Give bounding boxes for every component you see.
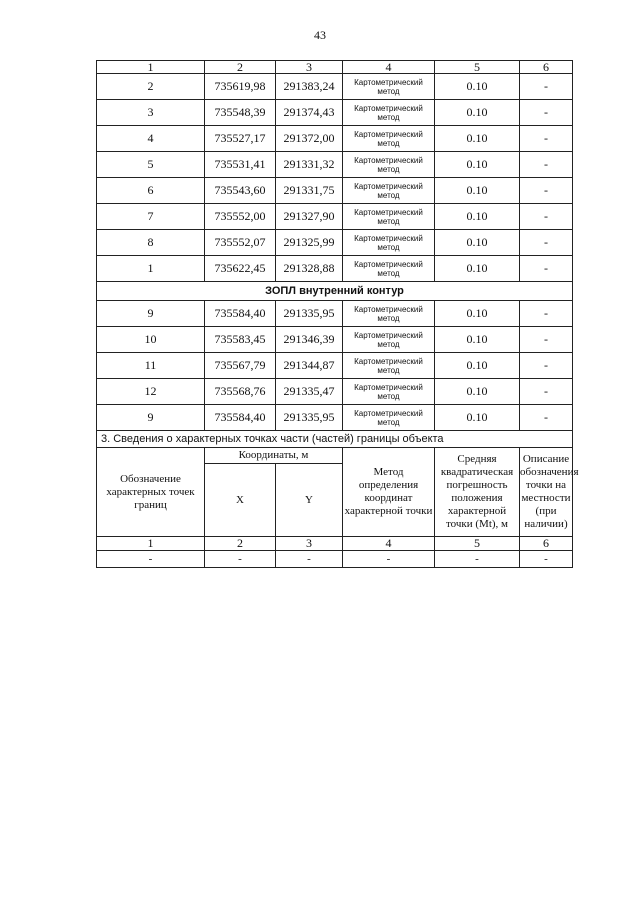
table-row — [97, 405, 573, 431]
method-cell — [343, 405, 435, 431]
coord-x-cell: 735583,45 — [205, 327, 276, 353]
section3-empty-row — [97, 551, 573, 568]
description-cell: - — [520, 74, 573, 100]
point-number-cell: 2 — [97, 74, 205, 100]
col-y-header: Y — [276, 464, 343, 537]
table-row — [97, 379, 573, 405]
method-line-1: Картометрический — [354, 304, 423, 314]
description-cell: - — [520, 327, 573, 353]
coord-x-cell: 735548,39 — [205, 100, 276, 126]
point-number-cell: 11 — [97, 353, 205, 379]
description-cell: - — [520, 100, 573, 126]
coord-y-cell: 291344,87 — [276, 353, 343, 379]
method-cell — [343, 74, 435, 100]
method-cell — [343, 327, 435, 353]
coord-x-cell: 735552,00 — [205, 204, 276, 230]
coordinates-table — [96, 60, 579, 568]
accuracy-cell: 0.10 — [435, 230, 520, 256]
point-number-cell: 4 — [97, 126, 205, 152]
description-cell: - — [520, 405, 573, 431]
method-line-1: Картометрический — [354, 408, 423, 418]
section3-empty-cell: - — [520, 551, 573, 568]
header-number: 3 — [276, 61, 343, 74]
method-line-2: метод — [377, 190, 400, 200]
accuracy-cell: 0.10 — [435, 256, 520, 282]
accuracy-cell: 0.10 — [435, 74, 520, 100]
page-number: 43 — [314, 28, 326, 42]
table-row — [97, 178, 573, 204]
method-line-1: Картометрический — [354, 382, 423, 392]
description-cell: - — [520, 301, 573, 327]
point-number-cell: 5 — [97, 152, 205, 178]
accuracy-cell: 0.10 — [435, 327, 520, 353]
table-row — [97, 126, 573, 152]
table-row — [97, 204, 573, 230]
method-cell — [343, 152, 435, 178]
col-description-header: Описание обозначения точки на местности (при наличии) — [520, 448, 573, 537]
header-number: 4 — [343, 61, 435, 74]
method-line-1: Картометрический — [354, 129, 423, 139]
col-coords-header: Координаты, м — [205, 448, 343, 464]
table-row — [97, 152, 573, 178]
coord-y-cell: 291335,95 — [276, 301, 343, 327]
section3-title: 3. Сведения о характерных точках части (частей) границы объекта — [97, 431, 573, 448]
accuracy-cell: 0.10 — [435, 152, 520, 178]
header-number: 1 — [97, 61, 205, 74]
section3-number: 2 — [205, 537, 276, 551]
method-line-1: Картометрический — [354, 259, 423, 269]
method-cell — [343, 126, 435, 152]
method-line-2: метод — [377, 216, 400, 226]
method-cell — [343, 256, 435, 282]
header-number: 5 — [435, 61, 520, 74]
method-line-2: метод — [377, 138, 400, 148]
method-cell — [343, 230, 435, 256]
coord-y-cell: 291335,95 — [276, 405, 343, 431]
accuracy-cell: 0.10 — [435, 405, 520, 431]
description-cell: - — [520, 379, 573, 405]
table-row — [97, 100, 573, 126]
point-number-cell: 12 — [97, 379, 205, 405]
section3-empty-cell: - — [343, 551, 435, 568]
point-number-cell: 8 — [97, 230, 205, 256]
coord-y-cell: 291328,88 — [276, 256, 343, 282]
section3-header-row — [97, 448, 573, 464]
col-points-header: Обозначение характерных точек границ — [97, 448, 205, 537]
coord-x-cell: 735531,41 — [205, 152, 276, 178]
method-line-1: Картометрический — [354, 233, 423, 243]
inner-contour-title: ЗОПЛ внутренний контур — [97, 282, 573, 301]
coord-y-cell: 291325,99 — [276, 230, 343, 256]
table-row — [97, 353, 573, 379]
description-cell: - — [520, 230, 573, 256]
point-number-cell: 7 — [97, 204, 205, 230]
coord-x-cell: 735527,17 — [205, 126, 276, 152]
method-line-2: метод — [377, 417, 400, 427]
coord-x-cell: 735622,45 — [205, 256, 276, 282]
section3-empty-cell: - — [205, 551, 276, 568]
point-number-cell: 6 — [97, 178, 205, 204]
accuracy-cell: 0.10 — [435, 353, 520, 379]
method-line-2: метод — [377, 391, 400, 401]
table-row — [97, 74, 573, 100]
method-line-1: Картометрический — [354, 330, 423, 340]
outer-contour-rows — [97, 74, 573, 282]
method-line-1: Картометрический — [354, 207, 423, 217]
accuracy-cell: 0.10 — [435, 204, 520, 230]
method-line-2: метод — [377, 164, 400, 174]
coord-x-cell: 735584,40 — [205, 301, 276, 327]
accuracy-cell: 0.10 — [435, 379, 520, 405]
method-line-2: метод — [377, 339, 400, 349]
description-cell: - — [520, 353, 573, 379]
method-line-1: Картометрический — [354, 103, 423, 113]
section3-empty-cell: - — [97, 551, 205, 568]
header-number: 6 — [520, 61, 573, 74]
method-cell — [343, 353, 435, 379]
method-line-2: метод — [377, 112, 400, 122]
coord-x-cell: 735543,60 — [205, 178, 276, 204]
method-cell — [343, 379, 435, 405]
method-line-1: Картометрический — [354, 77, 423, 87]
method-line-2: метод — [377, 365, 400, 375]
table-row — [97, 327, 573, 353]
section3-title-row — [97, 431, 573, 448]
coord-y-cell: 291346,39 — [276, 327, 343, 353]
point-number-cell: 1 — [97, 256, 205, 282]
coord-x-cell: 735584,40 — [205, 405, 276, 431]
coord-y-cell: 291331,75 — [276, 178, 343, 204]
section3-number: 4 — [343, 537, 435, 551]
method-line-2: метод — [377, 268, 400, 278]
coord-x-cell: 735568,76 — [205, 379, 276, 405]
section3-empty-cell: - — [276, 551, 343, 568]
coord-x-cell: 735552,07 — [205, 230, 276, 256]
method-line-1: Картометрический — [354, 356, 423, 366]
accuracy-cell: 0.10 — [435, 301, 520, 327]
table-row — [97, 230, 573, 256]
method-cell — [343, 204, 435, 230]
table-row — [97, 301, 573, 327]
section3-number: 3 — [276, 537, 343, 551]
description-cell: - — [520, 126, 573, 152]
method-cell — [343, 178, 435, 204]
section3-number: 6 — [520, 537, 573, 551]
col-method-header: Метод определения координат характерной точки — [343, 448, 435, 537]
section3-number: 1 — [97, 537, 205, 551]
inner-contour-rows — [97, 301, 573, 431]
inner-contour-section-row — [97, 282, 573, 301]
method-cell — [343, 301, 435, 327]
coord-y-cell: 291383,24 — [276, 74, 343, 100]
coord-x-cell: 735619,98 — [205, 74, 276, 100]
section3-numbers-row — [97, 537, 573, 551]
method-cell — [343, 100, 435, 126]
point-number-cell: 9 — [97, 405, 205, 431]
description-cell: - — [520, 204, 573, 230]
col-accuracy-header: Средняя квадратическая погрешность положения характерной точки (Mt), м — [435, 448, 520, 537]
section3-empty-cell: - — [435, 551, 520, 568]
description-cell: - — [520, 256, 573, 282]
section3-number: 5 — [435, 537, 520, 551]
point-number-cell: 3 — [97, 100, 205, 126]
method-line-2: метод — [377, 313, 400, 323]
point-number-cell: 9 — [97, 301, 205, 327]
header-number: 2 — [205, 61, 276, 74]
col-x-header: X — [205, 464, 276, 537]
coord-x-cell: 735567,79 — [205, 353, 276, 379]
coord-y-cell: 291372,00 — [276, 126, 343, 152]
method-line-2: метод — [377, 242, 400, 252]
coord-y-cell: 291374,43 — [276, 100, 343, 126]
method-line-1: Картометрический — [354, 181, 423, 191]
point-number-cell: 10 — [97, 327, 205, 353]
description-cell: - — [520, 178, 573, 204]
description-cell: - — [520, 152, 573, 178]
table-row — [97, 256, 573, 282]
accuracy-cell: 0.10 — [435, 100, 520, 126]
method-line-2: метод — [377, 86, 400, 96]
header-numbers-row — [97, 61, 573, 74]
coord-y-cell: 291327,90 — [276, 204, 343, 230]
accuracy-cell: 0.10 — [435, 178, 520, 204]
method-line-1: Картометрический — [354, 155, 423, 165]
coord-y-cell: 291335,47 — [276, 379, 343, 405]
coord-y-cell: 291331,32 — [276, 152, 343, 178]
accuracy-cell: 0.10 — [435, 126, 520, 152]
